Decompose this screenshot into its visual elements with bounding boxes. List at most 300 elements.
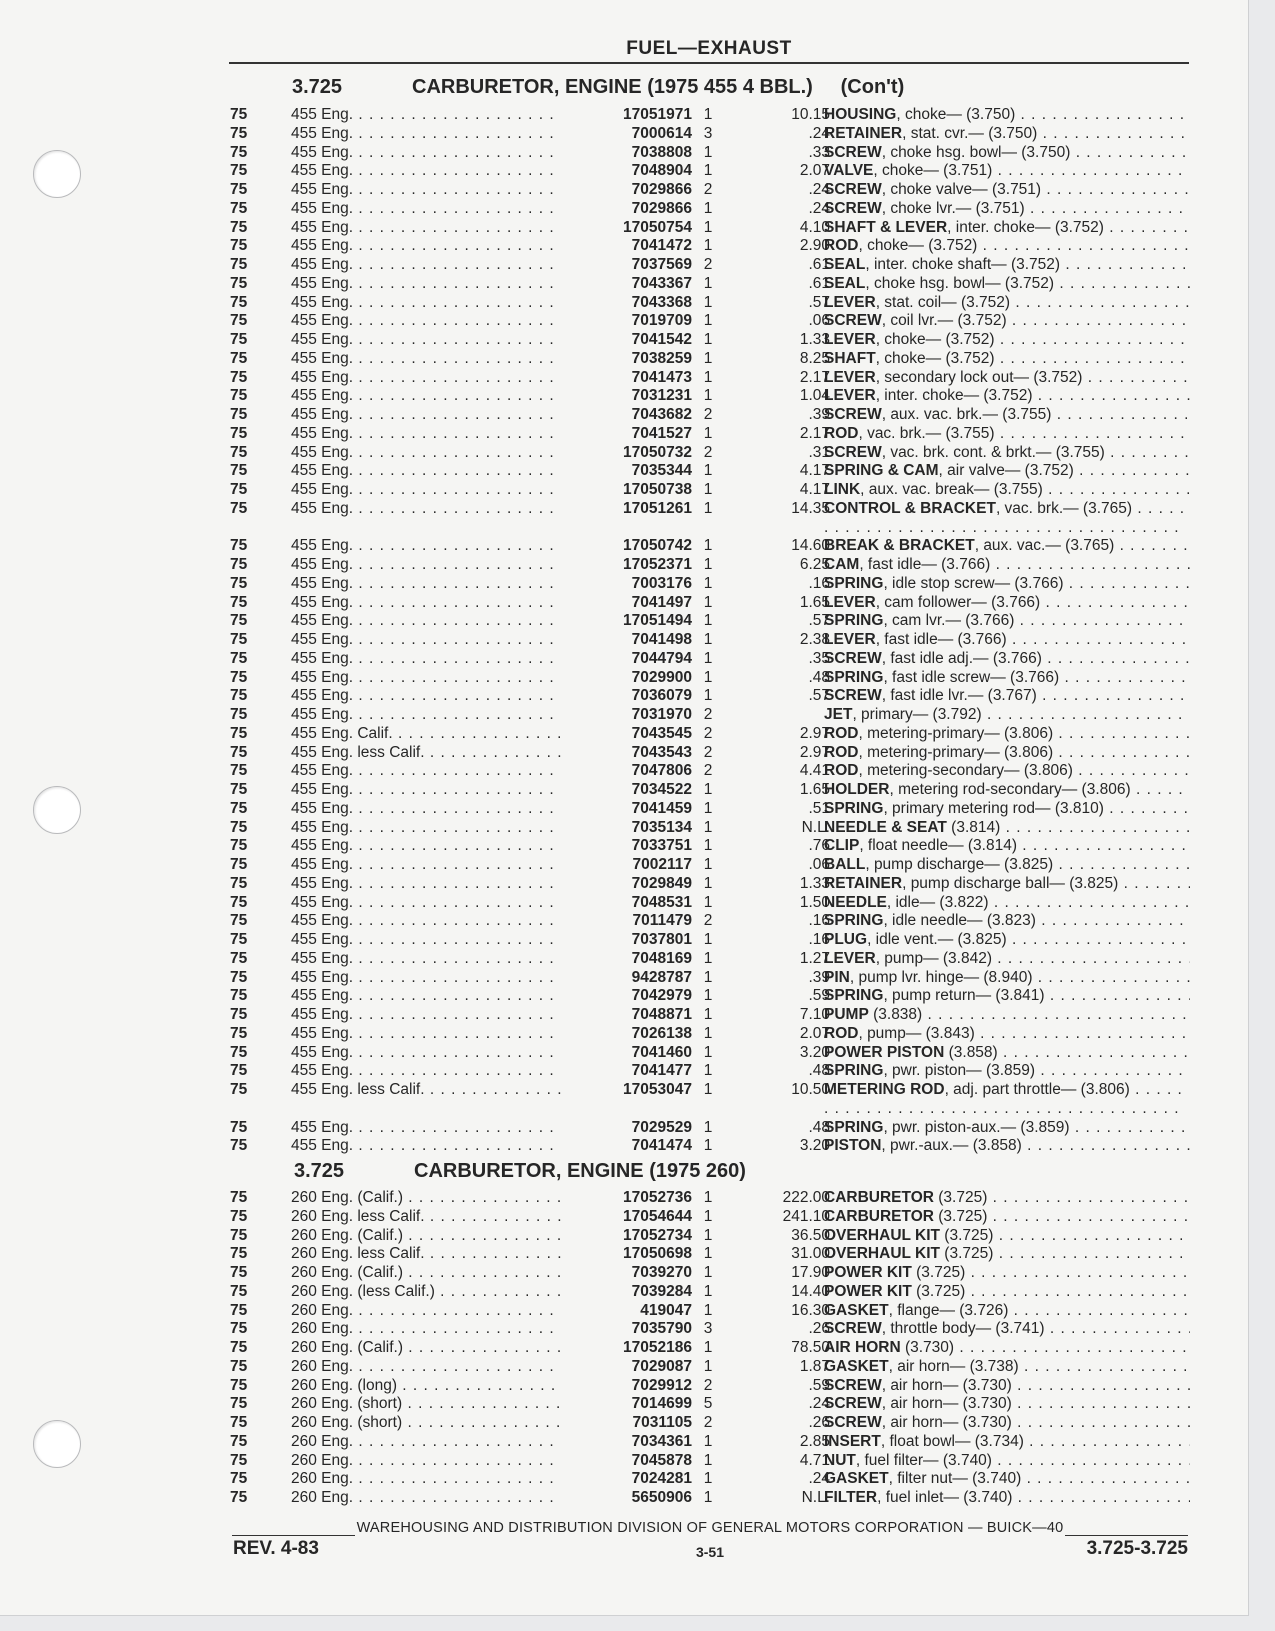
price: N.L. xyxy=(801,1489,830,1506)
price: .26 xyxy=(808,1320,830,1338)
part-name: SPRING xyxy=(824,668,884,686)
price: 1.33 xyxy=(799,874,830,892)
model-description: 455 Eng. . . . xyxy=(291,312,561,331)
model-year: 75 xyxy=(230,968,248,986)
quantity: 1 xyxy=(703,649,713,667)
part-number: 17051261 xyxy=(623,499,692,517)
part-row xyxy=(230,106,1190,125)
part-detail: , flange— (3.726) xyxy=(888,1301,1009,1319)
part-name: POWER KIT xyxy=(824,1282,912,1300)
part-number: 7041473 xyxy=(631,368,692,386)
model-year: 75 xyxy=(230,1081,248,1098)
part-row xyxy=(230,781,1190,800)
part-description xyxy=(824,950,1190,969)
part-description xyxy=(824,781,1190,800)
model-year: 75 xyxy=(230,631,248,648)
part-row xyxy=(230,687,1190,706)
price: 1.27 xyxy=(799,949,830,967)
part-row xyxy=(230,1470,1190,1489)
price: .48 xyxy=(808,668,830,686)
part-description xyxy=(824,1006,1190,1025)
part-name: SEAL xyxy=(824,274,866,292)
part-name: GASKET xyxy=(824,1357,889,1375)
quantity: 1 xyxy=(703,687,713,705)
part-detail: , fuel filter— (3.740) xyxy=(855,1451,992,1469)
part-row xyxy=(230,1137,1190,1156)
part-number: 5650906 xyxy=(631,1489,692,1506)
part-name: SHAFT xyxy=(824,349,876,367)
part-detail: , choke— (3.752) xyxy=(875,331,995,348)
part-name: SPRING xyxy=(824,1062,884,1080)
quantity: 1 xyxy=(703,537,713,555)
section-title-455 xyxy=(292,76,1192,100)
model-description: 260 Eng. (Calif.) . . . xyxy=(291,1264,561,1283)
part-description xyxy=(824,1283,1190,1302)
part-detail: , throttle body— (3.741) xyxy=(881,1320,1045,1338)
model-description: 455 Eng. . . . xyxy=(291,781,561,800)
part-number: 7031105 xyxy=(632,1414,692,1431)
model-description: 260 Eng. less Calif. . . . xyxy=(291,1245,561,1264)
model-description: 260 Eng. . . . xyxy=(291,1489,561,1508)
part-detail: , cam lvr.— (3.766) xyxy=(883,612,1015,630)
part-detail: (3.725) xyxy=(911,1282,966,1300)
part-description xyxy=(824,1377,1190,1396)
part-row xyxy=(230,725,1190,744)
model-year: 75 xyxy=(230,1062,248,1080)
price: .16 xyxy=(808,574,830,592)
part-description xyxy=(824,894,1190,913)
model-year: 75 xyxy=(230,218,248,236)
quantity: 1 xyxy=(703,143,713,161)
part-detail: , primary— (3.792) xyxy=(852,706,982,723)
model-year: 75 xyxy=(230,143,248,161)
part-number: 17050738 xyxy=(623,481,692,498)
part-name: CLIP xyxy=(824,837,860,855)
part-name: OVERHAUL KIT xyxy=(824,1226,940,1244)
part-detail: , idle vent.— (3.825) xyxy=(867,931,1007,948)
quantity: 1 xyxy=(703,574,713,592)
model-description: 455 Eng. . . . xyxy=(291,800,561,819)
model-description: 455 Eng. Calif. . . . xyxy=(291,725,561,744)
part-row xyxy=(230,1208,1190,1227)
price: 3.20 xyxy=(799,1137,830,1155)
quantity: 1 xyxy=(703,631,713,648)
part-row xyxy=(230,1433,1190,1452)
part-description xyxy=(824,256,1190,275)
model-year: 75 xyxy=(230,724,248,742)
model-year: 75 xyxy=(230,1489,248,1506)
model-description: 260 Eng. (Calif.) . . . xyxy=(291,1339,561,1358)
quantity: 1 xyxy=(703,799,713,817)
part-name: SPRING xyxy=(824,987,884,1005)
part-number: 7034522 xyxy=(631,781,692,798)
quantity: 1 xyxy=(703,1226,713,1244)
model-description: 455 Eng. . . . xyxy=(291,500,561,519)
price: 1.87 xyxy=(799,1357,830,1375)
part-detail: , idle needle— (3.823) xyxy=(883,912,1036,930)
model-year: 75 xyxy=(230,556,248,573)
part-detail: , pump lvr. hinge— (8.940) xyxy=(849,968,1033,986)
part-number: 7029849 xyxy=(631,874,692,892)
part-detail: , pump— (3.842) xyxy=(875,949,992,967)
model-description: 455 Eng. . . . xyxy=(291,819,561,838)
model-description: 455 Eng. . . . xyxy=(291,1006,561,1025)
model-year: 75 xyxy=(230,762,248,780)
model-year: 75 xyxy=(230,537,248,555)
model-year: 75 xyxy=(230,256,248,273)
model-year: 75 xyxy=(230,124,248,142)
part-row xyxy=(230,294,1190,313)
price: 222.00 xyxy=(782,1189,830,1206)
part-name: FILTER xyxy=(824,1489,878,1506)
model-description: 455 Eng. . . . xyxy=(291,687,561,706)
price: 4.41 xyxy=(799,762,830,780)
part-detail: , choke— (3.752) xyxy=(858,237,978,255)
part-name: POWER PISTON xyxy=(824,1043,945,1061)
part-number: 7041459 xyxy=(631,799,692,817)
part-description xyxy=(824,444,1190,463)
part-description xyxy=(824,500,1190,538)
price: .06 xyxy=(808,856,830,873)
part-description xyxy=(824,931,1190,950)
part-description xyxy=(824,1245,1190,1264)
price: 1.50 xyxy=(799,893,830,911)
model-year: 75 xyxy=(230,1339,248,1356)
part-number: 7029866 xyxy=(631,181,692,198)
part-number: 7029866 xyxy=(631,199,692,217)
part-number: 17050754 xyxy=(623,218,692,236)
part-detail: , float needle— (3.814) xyxy=(859,837,1017,855)
model-description: 455 Eng. . . . xyxy=(291,950,561,969)
part-detail: , pump— (3.843) xyxy=(858,1024,975,1042)
model-description: 455 Eng. . . . xyxy=(291,894,561,913)
model-year: 75 xyxy=(230,1301,248,1319)
part-name: RETAINER xyxy=(824,874,903,892)
model-year: 75 xyxy=(230,949,248,967)
price: .61 xyxy=(808,256,830,273)
quantity: 1 xyxy=(703,931,713,948)
price: .24 xyxy=(808,1470,830,1488)
part-description xyxy=(824,369,1190,388)
model-year: 75 xyxy=(230,1395,248,1413)
price: .39 xyxy=(808,968,830,986)
quantity: 1 xyxy=(703,818,713,836)
part-name: SCREW xyxy=(824,199,882,217)
part-description xyxy=(824,575,1190,594)
model-year: 75 xyxy=(230,199,248,217)
section-number: 3.725 xyxy=(292,76,343,98)
part-name: JET xyxy=(824,706,853,723)
part-number: 7041460 xyxy=(631,1043,692,1061)
part-name: SEAL xyxy=(824,256,866,273)
part-row xyxy=(230,594,1190,613)
quantity: 1 xyxy=(703,1264,713,1281)
part-number: 7041477 xyxy=(631,1062,692,1080)
part-name: CONTROL & BRACKET xyxy=(824,499,996,517)
part-row xyxy=(230,350,1190,369)
part-row xyxy=(230,575,1190,594)
part-name: GASKET xyxy=(824,1470,889,1488)
model-year: 75 xyxy=(230,481,248,498)
quantity: 1 xyxy=(703,1470,713,1488)
part-number: 7043368 xyxy=(631,293,692,311)
part-description xyxy=(824,725,1190,744)
part-row xyxy=(230,256,1190,275)
part-description xyxy=(824,1452,1190,1471)
part-description xyxy=(824,1433,1190,1452)
model-description: 455 Eng. . . . xyxy=(291,331,561,350)
price: 2.90 xyxy=(799,237,830,255)
model-year: 75 xyxy=(230,574,248,592)
revision-label: REV. 4-83 xyxy=(233,1538,319,1559)
parts-list-260 xyxy=(230,1189,1190,1508)
part-detail: , fast idle adj.— (3.766) xyxy=(881,649,1042,667)
part-name: ROD xyxy=(824,762,859,780)
header-rule xyxy=(229,62,1189,64)
part-row xyxy=(230,969,1190,988)
model-description: 455 Eng. . . . xyxy=(291,1062,561,1081)
part-row xyxy=(230,1119,1190,1138)
part-description xyxy=(824,144,1190,163)
part-name: CARBURETOR xyxy=(824,1189,934,1206)
quantity: 1 xyxy=(703,1006,713,1023)
price: 2.07 xyxy=(799,1024,830,1042)
model-year: 75 xyxy=(230,443,248,461)
quantity: 1 xyxy=(703,274,713,292)
section-title-260 xyxy=(294,1160,1194,1184)
part-detail: , cam follower— (3.766) xyxy=(875,593,1041,611)
quantity: 1 xyxy=(703,237,713,255)
part-number: 17052371 xyxy=(623,556,692,573)
price: 4.17 xyxy=(799,462,830,480)
part-row xyxy=(230,331,1190,350)
quantity: 1 xyxy=(703,556,713,573)
price: .59 xyxy=(808,987,830,1005)
part-description xyxy=(824,1414,1190,1433)
part-name: ROD xyxy=(824,743,859,761)
part-row xyxy=(230,856,1190,875)
part-number: 7035344 xyxy=(631,462,692,480)
part-number: 17053047 xyxy=(623,1081,692,1098)
part-detail: , choke— (3.750) xyxy=(896,106,1016,123)
part-number: 7003176 xyxy=(631,574,692,592)
part-number: 7011479 xyxy=(632,912,692,930)
price: 4.17 xyxy=(799,481,830,498)
part-row xyxy=(230,1377,1190,1396)
model-year: 75 xyxy=(230,349,248,367)
part-number: 7037569 xyxy=(631,256,692,273)
quantity: 2 xyxy=(703,1414,713,1431)
part-number: 7039284 xyxy=(631,1282,692,1300)
quantity: 1 xyxy=(703,949,713,967)
part-row xyxy=(230,162,1190,181)
model-description: 455 Eng. . . . xyxy=(291,856,561,875)
part-detail: (3.814) xyxy=(946,818,1001,836)
part-description xyxy=(824,1227,1190,1246)
part-number: 7029912 xyxy=(631,1376,692,1394)
part-name: SPRING xyxy=(824,1118,884,1136)
price: 2.85 xyxy=(799,1432,830,1450)
price: .35 xyxy=(808,649,830,667)
quantity: 1 xyxy=(703,481,713,498)
part-row xyxy=(230,1320,1190,1339)
part-row xyxy=(230,819,1190,838)
part-name: GASKET xyxy=(824,1301,889,1319)
quantity: 1 xyxy=(703,349,713,367)
model-year: 75 xyxy=(230,837,248,855)
quantity: 1 xyxy=(703,199,713,217)
model-year: 75 xyxy=(230,331,248,348)
model-description: 455 Eng. . . . xyxy=(291,462,561,481)
part-description xyxy=(824,837,1190,856)
model-description: 260 Eng. . . . xyxy=(291,1302,561,1321)
price: 4.10 xyxy=(799,218,830,236)
model-year: 75 xyxy=(230,1320,248,1338)
price: 10.15 xyxy=(791,106,830,123)
part-name: POWER KIT xyxy=(824,1264,912,1281)
price: 14.35 xyxy=(791,499,830,517)
quantity: 1 xyxy=(703,1245,713,1263)
part-name: SCREW xyxy=(824,649,882,667)
model-description: 455 Eng. . . . xyxy=(291,125,561,144)
model-description: 260 Eng. . . . xyxy=(291,1358,561,1377)
model-description: 260 Eng. (less Calif.) . . . xyxy=(291,1283,561,1302)
part-number: 7029900 xyxy=(631,668,692,686)
part-name: ROD xyxy=(824,724,859,742)
part-number: 7035134 xyxy=(631,818,692,836)
part-detail: , stat. cvr.— (3.750) xyxy=(902,124,1038,142)
part-detail: , stat. coil— (3.752) xyxy=(875,293,1011,311)
part-name: ROD xyxy=(824,1024,859,1042)
model-description: 455 Eng. . . . xyxy=(291,612,561,631)
part-row xyxy=(230,462,1190,481)
part-description xyxy=(824,687,1190,706)
part-row xyxy=(230,1025,1190,1044)
part-description xyxy=(824,1025,1190,1044)
part-detail: , fast idle screw— (3.766) xyxy=(883,668,1060,686)
part-row xyxy=(230,481,1190,500)
price: .26 xyxy=(808,1414,830,1431)
part-row xyxy=(230,406,1190,425)
model-description: 455 Eng. . . . xyxy=(291,162,561,181)
model-description: 455 Eng. . . . xyxy=(291,556,561,575)
part-row xyxy=(230,1264,1190,1283)
model-description: 455 Eng. . . . xyxy=(291,481,561,500)
part-name: LEVER xyxy=(824,593,876,611)
model-year: 75 xyxy=(230,612,248,630)
price: 14.40 xyxy=(791,1282,830,1300)
part-description xyxy=(824,631,1190,650)
model-description: 455 Eng. . . . xyxy=(291,144,561,163)
model-description: 455 Eng. . . . xyxy=(291,444,561,463)
model-year: 75 xyxy=(230,312,248,330)
model-year: 75 xyxy=(230,1451,248,1469)
model-year: 75 xyxy=(230,1006,248,1023)
quantity: 1 xyxy=(703,218,713,236)
part-description xyxy=(824,1044,1190,1063)
part-number: 7000614 xyxy=(631,124,692,142)
part-detail: , fast idle— (3.766) xyxy=(859,556,991,573)
part-number: 7048871 xyxy=(631,1006,692,1023)
quantity: 1 xyxy=(703,331,713,348)
part-name: PISTON xyxy=(824,1137,882,1155)
part-row xyxy=(230,500,1190,538)
part-number: 7038259 xyxy=(631,349,692,367)
part-description xyxy=(824,219,1190,238)
part-number: 7045878 xyxy=(631,1451,692,1469)
model-description: 455 Eng. less Calif. . . . xyxy=(291,744,561,763)
part-number: 7029087 xyxy=(631,1357,692,1375)
part-name: CAM xyxy=(824,556,860,573)
model-year: 75 xyxy=(230,1414,248,1431)
part-number: 7041527 xyxy=(631,424,692,442)
part-number: 7031231 xyxy=(631,387,692,405)
price: .48 xyxy=(808,1118,830,1136)
part-number: 7035790 xyxy=(631,1320,692,1338)
part-row xyxy=(230,1227,1190,1246)
model-description: 455 Eng. . . . xyxy=(291,106,561,125)
part-detail: , coil lvr.— (3.752) xyxy=(881,312,1007,330)
model-year: 75 xyxy=(230,424,248,442)
part-number: 17051494 xyxy=(623,612,692,630)
part-description xyxy=(824,181,1190,200)
part-description xyxy=(824,275,1190,294)
part-detail: , idle stop screw— (3.766) xyxy=(883,574,1064,592)
part-description xyxy=(824,481,1190,500)
part-row xyxy=(230,369,1190,388)
part-name: SPRING xyxy=(824,912,884,930)
part-detail: , float bowl— (3.734) xyxy=(880,1432,1024,1450)
page-header: FUEL—EXHAUST xyxy=(626,38,792,59)
part-detail: (3.725) xyxy=(933,1207,988,1225)
price: .33 xyxy=(808,143,830,161)
quantity: 1 xyxy=(703,837,713,855)
part-description xyxy=(824,406,1190,425)
part-number: 17052734 xyxy=(623,1226,692,1244)
model-year: 75 xyxy=(230,1245,248,1263)
quantity: 1 xyxy=(703,1207,713,1225)
part-number: 7043545 xyxy=(631,724,692,742)
part-name: LEVER xyxy=(824,949,876,967)
part-description xyxy=(824,537,1190,556)
part-name: HOUSING xyxy=(824,106,897,123)
quantity: 1 xyxy=(703,368,713,386)
quantity: 2 xyxy=(703,181,713,198)
part-name: NEEDLE & SEAT xyxy=(824,818,947,836)
section-heading: CARBURETOR, ENGINE (1975 260) xyxy=(414,1160,746,1182)
part-row xyxy=(230,125,1190,144)
part-description xyxy=(824,669,1190,688)
part-name: LEVER xyxy=(824,293,876,311)
part-name: SHAFT & LEVER xyxy=(824,218,948,236)
part-number: 17052186 xyxy=(623,1339,692,1356)
quantity: 1 xyxy=(703,1339,713,1356)
quantity: 1 xyxy=(703,856,713,873)
model-description: 455 Eng. . . . xyxy=(291,369,561,388)
quantity: 1 xyxy=(703,612,713,630)
part-row xyxy=(230,1395,1190,1414)
part-description xyxy=(824,1339,1190,1358)
quantity: 2 xyxy=(703,1376,713,1394)
part-detail: , choke— (3.751) xyxy=(873,162,993,180)
part-row xyxy=(230,800,1190,819)
part-description xyxy=(824,1395,1190,1414)
price: .06 xyxy=(808,312,830,330)
part-description xyxy=(824,1137,1190,1156)
model-year: 75 xyxy=(230,593,248,611)
part-detail: , pump discharge ball— (3.825) xyxy=(902,874,1119,892)
price: .16 xyxy=(808,931,830,948)
